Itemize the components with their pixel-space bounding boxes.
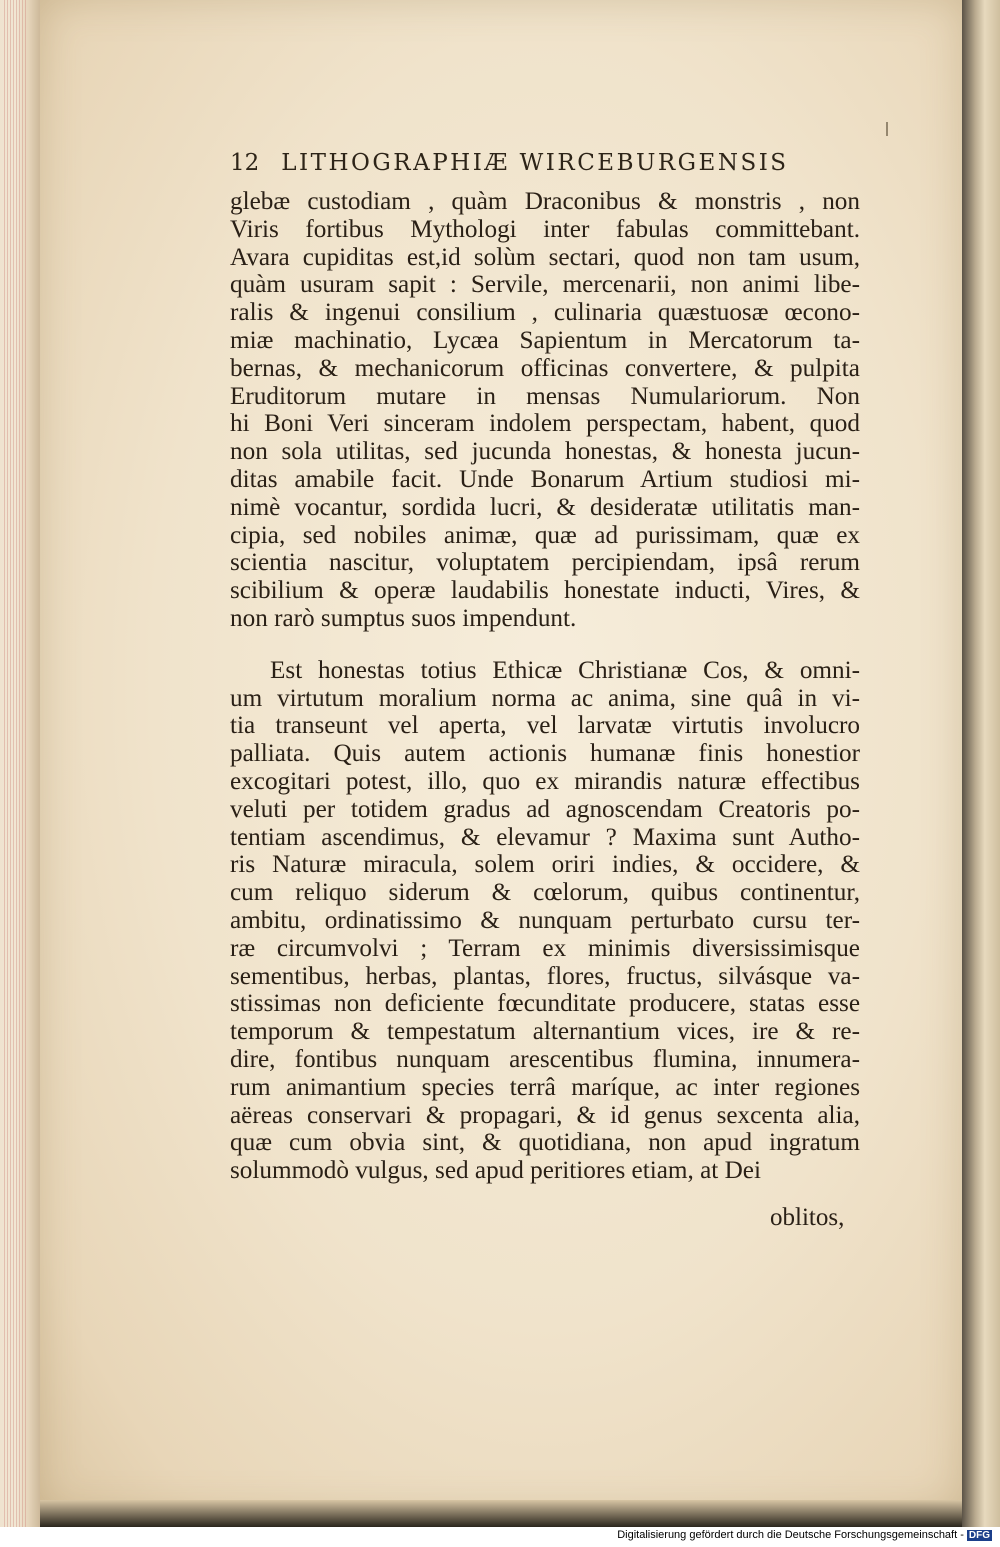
text-line: Avara cupiditas est,id solùm sectari, quod non tam usum,: [230, 243, 860, 271]
text-line: scientia nascitur, voluptatem percipiendam, ipsâ rerum: [230, 549, 860, 577]
running-head: [230, 150, 870, 176]
catchword: oblitos,: [770, 1204, 845, 1231]
text-line: ris Naturæ miracula, solem oriri indies, & occidere, &: [230, 851, 860, 879]
binding-shadow: [962, 0, 1000, 1527]
text-line: solummodò vulgus, sed apud peritiores etiam, at Dei: [230, 1157, 761, 1185]
text-line: Est honestas totius Ethicæ Christianæ Cos, & omni-: [270, 656, 860, 684]
text-line: stissimas non deficiente fœcunditate producere, statas esse: [230, 990, 860, 1018]
paragraph: [230, 188, 860, 633]
text-line: cipia, sed nobiles animæ, quæ ad purissimam, quæ ex: [230, 521, 860, 549]
text-line: aëreas conservari & propagari, & id genus sexcenta alia,: [230, 1101, 860, 1129]
text-line: tia transeunt vel aperta, vel larvatæ virtutis involucro: [230, 712, 860, 740]
text-line: excogitari potest, illo, quo ex mirandis naturæ effectibus: [230, 767, 860, 795]
margin-mark: [886, 122, 888, 136]
page-edges-stripes: [4, 0, 26, 1527]
body-text: [230, 188, 860, 1185]
text-line: ditas amabile facit. Unde Bonarum Artium studiosi mi-: [230, 465, 860, 493]
text-line: dire, fontibus nunquam arescentibus flumina, innumera-: [230, 1045, 860, 1073]
text-line: bernas, & mechanicorum officinas convertere, & pulpita: [230, 354, 860, 382]
text-line: temporum & tempestatum alternantium vices, ire & re-: [230, 1018, 860, 1046]
text-line: veluti per totidem gradus ad agnoscendam Creatoris po-: [230, 795, 860, 823]
page-number: 12: [230, 150, 260, 176]
text-line: non sola utilitas, sed jucunda honestas, & honesta jucun-: [230, 438, 860, 466]
digitization-credit: [617, 1529, 992, 1541]
text-line: hi Boni Veri sinceram indolem perspectam, habent, quod: [230, 410, 860, 438]
text-line: non rarò sumptus suos impendunt.: [230, 604, 577, 632]
page-stack-edge: [0, 0, 40, 1527]
text-line: miæ machinatio, Lycæa Sapientum in Mercatorum ta-: [230, 326, 860, 354]
paragraph: [230, 657, 860, 1185]
page-bottom-edge: [40, 1500, 962, 1527]
running-title: LITHOGRAPHIÆ WIRCEBURGENSIS: [281, 150, 789, 176]
text-line: quæ cum obvia sint, & quotidiana, non apud ingratum: [230, 1129, 860, 1157]
text-line: palliata. Quis autem actionis humanæ finis honestior: [230, 740, 860, 768]
dfg-logo: DFG: [968, 1530, 990, 1541]
credit-text: Digitalisierung gefördert durch die Deutsche Forschungsgemeinschaft -: [617, 1529, 964, 1541]
text-line: rum animantium species terrâ maríque, ac inter regiones: [230, 1073, 860, 1101]
text-line: um virtutum moralium norma ac anima, sine quâ in vi-: [230, 684, 860, 712]
text-line: ræ circumvolvi ; Terram ex minimis diversissimisque: [230, 934, 860, 962]
text-line: ralis & ingenui consilium , culinaria quæstuosæ œcono-: [230, 299, 860, 327]
text-line: Viris fortibus Mythologi inter fabulas committebant.: [230, 215, 860, 243]
text-line: Eruditorum mutare in mensas Numulariorum. Non: [230, 382, 860, 410]
text-line: cum reliquo siderum & cœlorum, quibus continentur,: [230, 879, 860, 907]
paragraph-gap: [230, 633, 860, 657]
text-line: scibilium & operæ laudabilis honestate inducti, Vires, &: [230, 577, 860, 605]
text-line: tentiam ascendimus, & elevamur ? Maxima sunt Autho-: [230, 823, 860, 851]
text-line: quàm usuram sapit : Servile, mercenarii, non animi libe-: [230, 271, 860, 299]
text-line: nimè vocantur, sordida lucri, & desideratæ utilitatis man-: [230, 493, 860, 521]
text-line: glebæ custodiam , quàm Draconibus & monstris , non: [230, 188, 860, 215]
text-line: sementibus, herbas, plantas, flores, fructus, silvásque va-: [230, 962, 860, 990]
text-line: ambitu, ordinatissimo & nunquam perturbato cursu ter-: [230, 906, 860, 934]
footer-bar: [0, 1527, 1000, 1547]
